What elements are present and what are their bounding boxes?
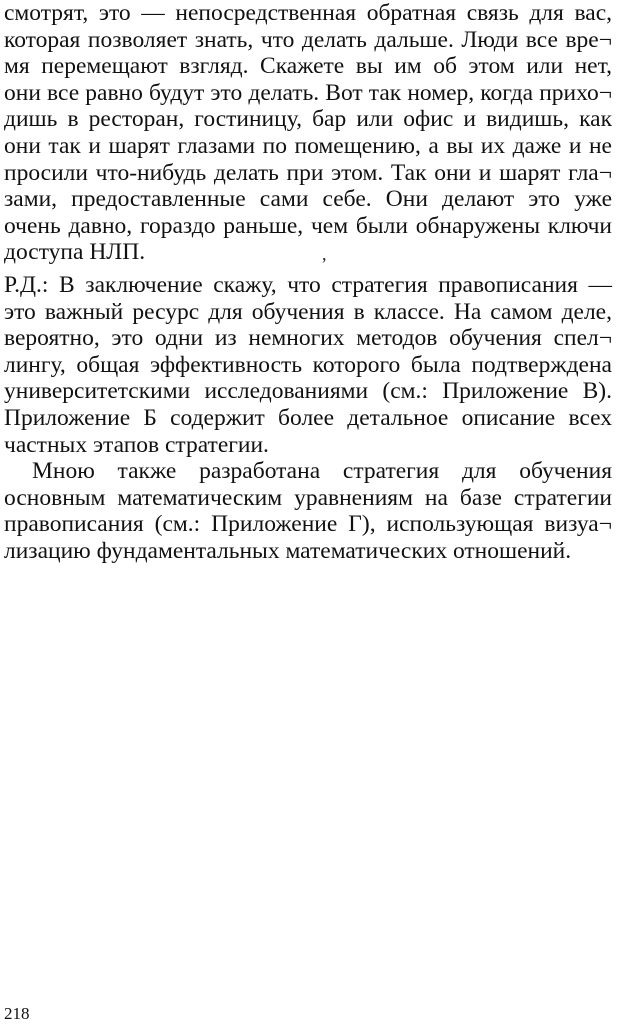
text-line: доступа НЛП. (4, 239, 146, 266)
paragraph-2 (4, 272, 612, 458)
text-line: лизацию фундаментальных математических отношений. (4, 537, 572, 564)
text-line: университетскими исследованиями (см.: Приложение В). (4, 378, 612, 405)
text-line: вероятно, это одни из немногих методов обучения спел¬ (4, 325, 612, 352)
text-line: частных этапов стратегии. (4, 431, 269, 458)
text-line: они так и шарят глазами по помещению, а вы их даже и не (4, 132, 612, 159)
text-line: зами, предоставленные сами себе. Они делают это уже (4, 186, 612, 213)
scan-speck: , (322, 244, 327, 264)
paragraph-1 (4, 0, 612, 266)
paragraph-3 (4, 458, 612, 564)
text-line: правописания (см.: Приложение Г), использующая визуа¬ (4, 511, 612, 538)
text-line: смотрят, это — непосредственная обратная связь для вас, (4, 0, 612, 26)
text-line: лингу, общая эффективность которого была подтверждена (4, 351, 612, 378)
text-line: просили что-нибудь делать при этом. Так они и шарят гла¬ (4, 159, 612, 186)
text-line: основным математическим уравнениям на базе стратегии (4, 484, 612, 511)
text-line: Р.Д.: В заключение скажу, что стратегия правописания — (4, 271, 612, 298)
text-line: Мною также разработана стратегия для обучения (32, 458, 612, 485)
page-body-text (4, 0, 612, 564)
text-line: они все равно будут это делать. Вот так номер, когда прихо¬ (4, 79, 612, 106)
text-line: мя перемещают взгляд. Скажете вы им об этом или нет, (4, 53, 612, 80)
text-line: Приложение Б содержит более детальное описание всех (4, 404, 612, 431)
text-line: очень давно, гораздо раньше, чем были обнаружены ключи (4, 212, 612, 239)
text-line: дишь в ресторан, гостиницу, бар или офис и видишь, как (4, 106, 612, 133)
text-line: которая позволяет знать, что делать дальше. Люди все вре¬ (4, 26, 612, 53)
text-line: это важный ресурс для обучения в классе. На самом деле, (4, 298, 612, 325)
page-number: 218 (4, 1004, 30, 1023)
